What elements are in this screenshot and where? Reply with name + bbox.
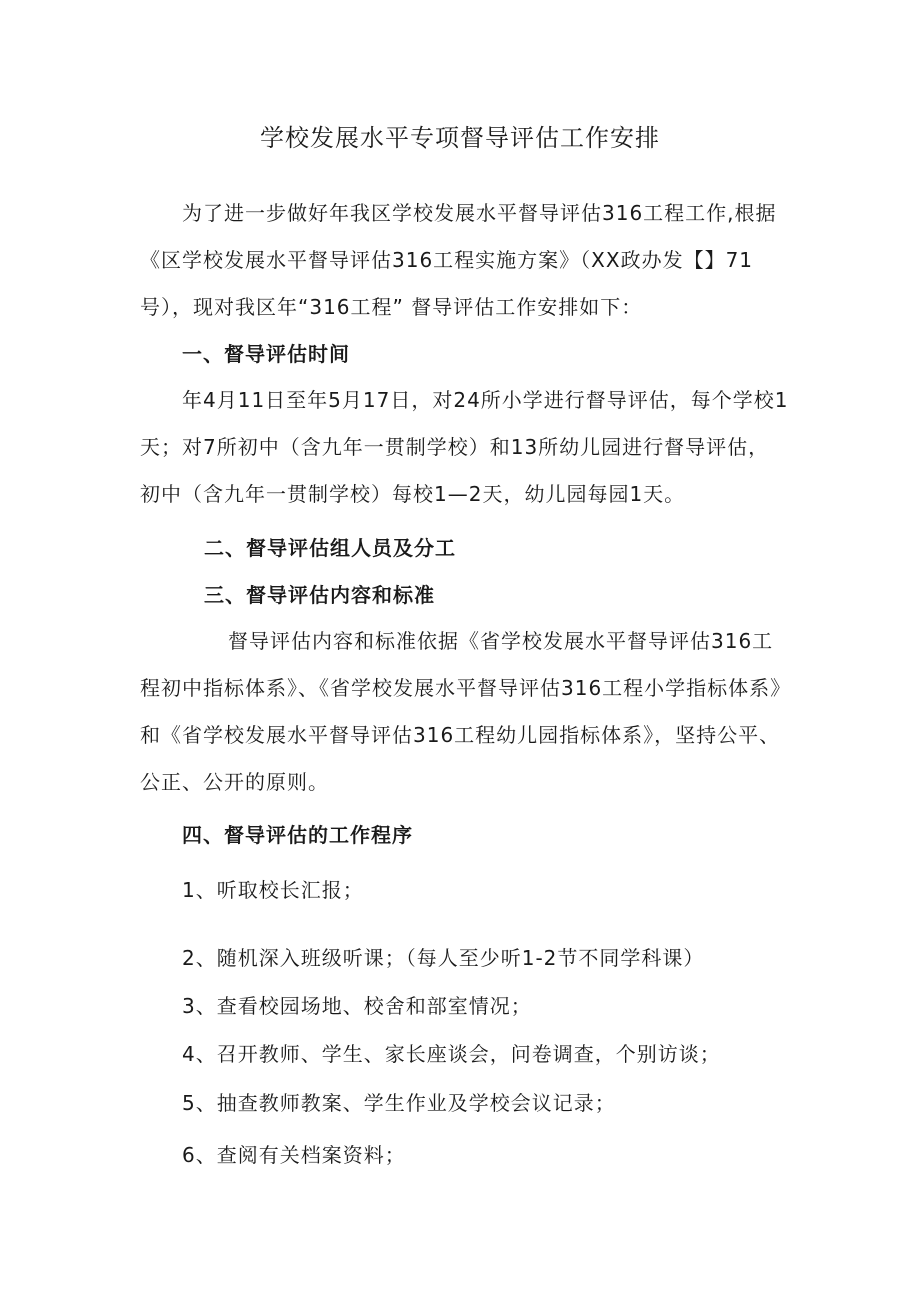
section1-paragraph: 年4月11日至年5月17日，对24所小学进行督导评估，每个学校1天；对7所初中（含九年一贯制学校）和13所幼儿园进行督导评估，初中（含九年一贯制学校）每校1—2天，幼儿园每园1天。 <box>140 388 789 506</box>
section3-heading: 三、督导评估内容和标准 <box>204 583 435 607</box>
step-item: 1、听取校长汇报； <box>182 878 364 902</box>
section3-paragraph: 督导评估内容和标准依据《省学校发展水平督导评估316工程初中指标体系》、《省学校发展水平督导评估316工程小学指标体系》和《省学校发展水平督导评估316工程幼儿园指标体系》，坚持公平、公正、公开的原则。 <box>140 629 782 794</box>
step-item: 5、抽查教师教案、学生作业及学校会议记录； <box>182 1091 616 1115</box>
section2-heading: 二、督导评估组人员及分工 <box>204 536 456 560</box>
step-item: 2、随机深入班级听课；（每人至少听1-2节不同学科课） <box>182 946 705 970</box>
step-item: 6、查阅有关档案资料； <box>182 1143 406 1167</box>
document-title: 学校发展水平专项督导评估工作安排 <box>260 124 660 152</box>
section4-heading: 四、督导评估的工作程序 <box>182 823 413 847</box>
section1-heading: 一、督导评估时间 <box>182 342 350 366</box>
step-item: 3、查看校园场地、校舍和部室情况； <box>182 994 532 1018</box>
step-item: 4、召开教师、学生、家长座谈会，问卷调查，个别访谈； <box>182 1042 721 1066</box>
intro-paragraph: 为了进一步做好年我区学校发展水平督导评估316工程工作,根据《区学校发展水平督导评估316工程实施方案》（XX政办发【】71号），现对我区年“316工程” 督导评估工作安排如下： <box>140 201 777 319</box>
